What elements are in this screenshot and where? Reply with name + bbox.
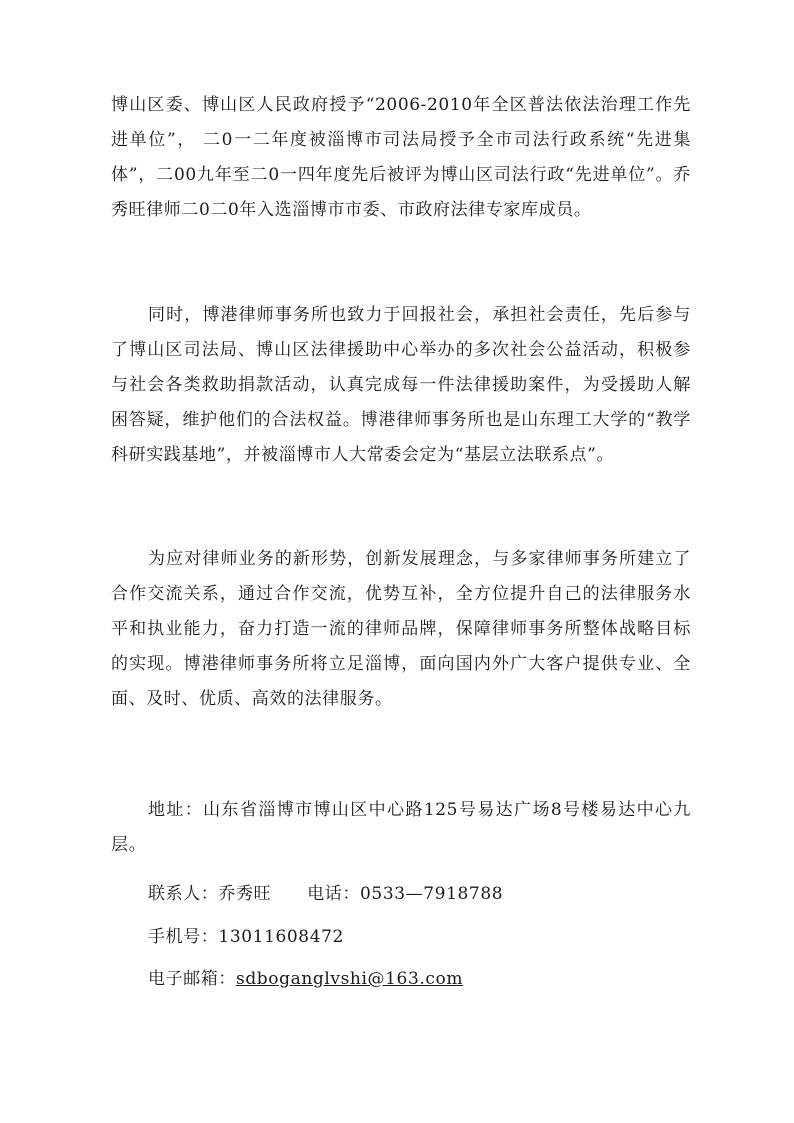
contact-line: [148, 877, 503, 912]
address-paragraph: 地址：山东省淄博市博山区中心路125号易达广场8号楼易达中心九层。: [111, 800, 691, 855]
paragraph-development: 为应对律师业务的新形势，创新发展理念，与多家律师事务所建立了合作交流关系，通过合作交流，优势互补，全方位提升自己的法律服务水平和执业能力，奋力打造一流的律师品牌，保障律师事务所整体战略目标的实现。博港律师事务所将立足淄博，面向国内外广大客户提供专业、全面、及时、优质、高效的法律服务。: [111, 549, 691, 709]
mobile-line: [148, 920, 344, 955]
paragraph-honors: 博山区委、博山区人民政府授予“2006-2010年全区普法依法治理工作先进单位”， 二0一二年度被淄博市司法局授予全市司法行政系统“先进集体”，二00九年至二0一四年度先后被评为博山区司法行政“先进单位”。乔秀旺律师二0二0年入选淄博市市委、市政府法律专家库成员。: [111, 95, 691, 220]
email-label: 电子邮箱：: [148, 969, 236, 989]
mobile-number: 手机号：13011608472: [148, 927, 344, 947]
paragraph-social-responsibility: 同时，博港律师事务所也致力于回报社会，承担社会责任，先后参与了博山区司法局、博山区法律援助中心举办的多次社会公益活动，积极参与社会各类救助捐款活动，认真完成每一件法律援助案件，为受援助人解困答疑，维护他们的合法权益。博港律师事务所也是山东理工大学的“教学科研实践基地”，并被淄博市人大常委会定为“基层立法联系点”。: [111, 305, 691, 465]
email-line: [148, 962, 463, 997]
email-link[interactable]: sdboganglvshi@163.com: [236, 969, 464, 989]
contact-person: 联系人：乔秀旺: [148, 884, 272, 904]
phone-number: 电话：0533—7918788: [307, 884, 504, 904]
